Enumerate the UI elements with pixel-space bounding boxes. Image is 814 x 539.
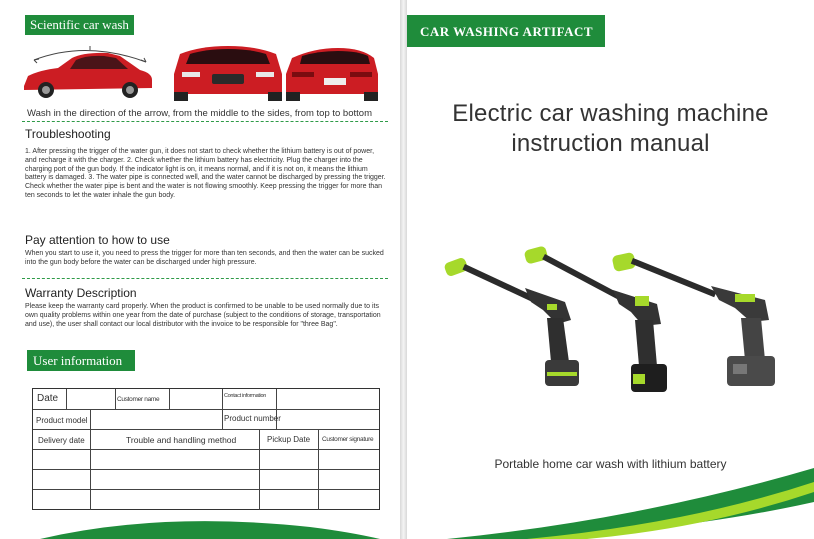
troubleshooting-text: 1. After pressing the trigger of the water gun, it does not start to check whether the lithium battery is out of power, and recharge it with the charger. 2. Check whether the lithium battery has electricity. Plug the charger into the charging port of the gun body. If the indicator light is on, it means normal, and if it is not on, it means the lithium battery is damaged. 3. The water pipe is connected well, and the water cannot be discharged by pressing the trigger. Check whether the water pipe is bent and the water is not flowing smoothly. Keep pressing the trigger for more than ten seconds to let the water inhale the gun body.: [25, 148, 386, 199]
manual-title-line-1: Electric car washing machine: [452, 100, 769, 127]
warranty-heading: Warranty Description: [25, 286, 137, 300]
customer-signature-label: Customer signature: [322, 436, 374, 443]
product-subtitle: Portable home car wash with lithium battery: [494, 457, 727, 471]
table-rule: [222, 389, 223, 429]
pay-attention-heading: Pay attention to how to use: [25, 233, 170, 247]
car-wash-direction-illustration: [20, 40, 380, 104]
troubleshooting-heading: Troubleshooting: [25, 127, 111, 141]
table-rule: [33, 429, 379, 430]
delivery-date-label: Delivery date: [38, 436, 85, 445]
user-information-tag: User information: [27, 350, 135, 371]
car-rear-view: [286, 48, 378, 101]
pickup-date-label: Pickup Date: [267, 435, 311, 444]
car-side-view: [24, 46, 152, 98]
section-divider: [22, 278, 388, 279]
book-gutter: [400, 0, 407, 539]
table-rule: [259, 429, 260, 510]
warranty-card-table: [32, 388, 380, 510]
warranty-text: Please keep the warranty card properly. When the product is confirmed to be unable to be used normally due to its own quality problems within one year from the date of purchase (subject to the conditions of storage, transportation and use), the user shall contact our local distributor with the invoice to be responsible for "three Bag".: [25, 303, 381, 328]
date-label: Date: [37, 393, 59, 404]
table-rule: [169, 389, 170, 409]
right-page: [407, 0, 814, 539]
bottom-green-wave: [0, 505, 400, 539]
table-rule: [33, 469, 379, 470]
product-model-label: Product model: [36, 416, 88, 425]
washer-gun-1: [443, 257, 579, 386]
customer-name-label: Customer name: [117, 396, 160, 403]
wash-direction-caption: Wash in the direction of the arrow, from the middle to the sides, from top to bottom: [27, 108, 372, 119]
manual-title-line-2: instruction manual: [511, 130, 710, 157]
table-rule: [33, 409, 379, 410]
scientific-car-wash-tag: Scientific car wash: [25, 15, 134, 35]
bottom-green-swoosh: [407, 462, 814, 539]
contact-information-label: Contact information: [224, 393, 266, 399]
washer-guns-illustration: [435, 240, 795, 400]
left-page: [0, 0, 400, 539]
manual-title: [407, 99, 814, 159]
table-rule: [115, 389, 116, 409]
table-rule: [276, 389, 277, 429]
car-front-view: [174, 46, 282, 101]
table-rule: [66, 389, 67, 409]
table-rule: [318, 429, 319, 510]
product-number-label: Product number: [224, 414, 281, 423]
table-rule: [33, 449, 379, 450]
table-rule: [90, 409, 91, 510]
table-rule: [33, 489, 379, 490]
pay-attention-text: When you start to use it, you need to press the trigger for more than ten seconds, and then the water can be sucked into the gun body before the water can be discharged under high pressure.: [25, 250, 384, 266]
section-divider: [22, 121, 388, 122]
trouble-method-label: Trouble and handling method: [126, 435, 237, 445]
car-washing-artifact-tag: CAR WASHING ARTIFACT: [407, 15, 605, 47]
